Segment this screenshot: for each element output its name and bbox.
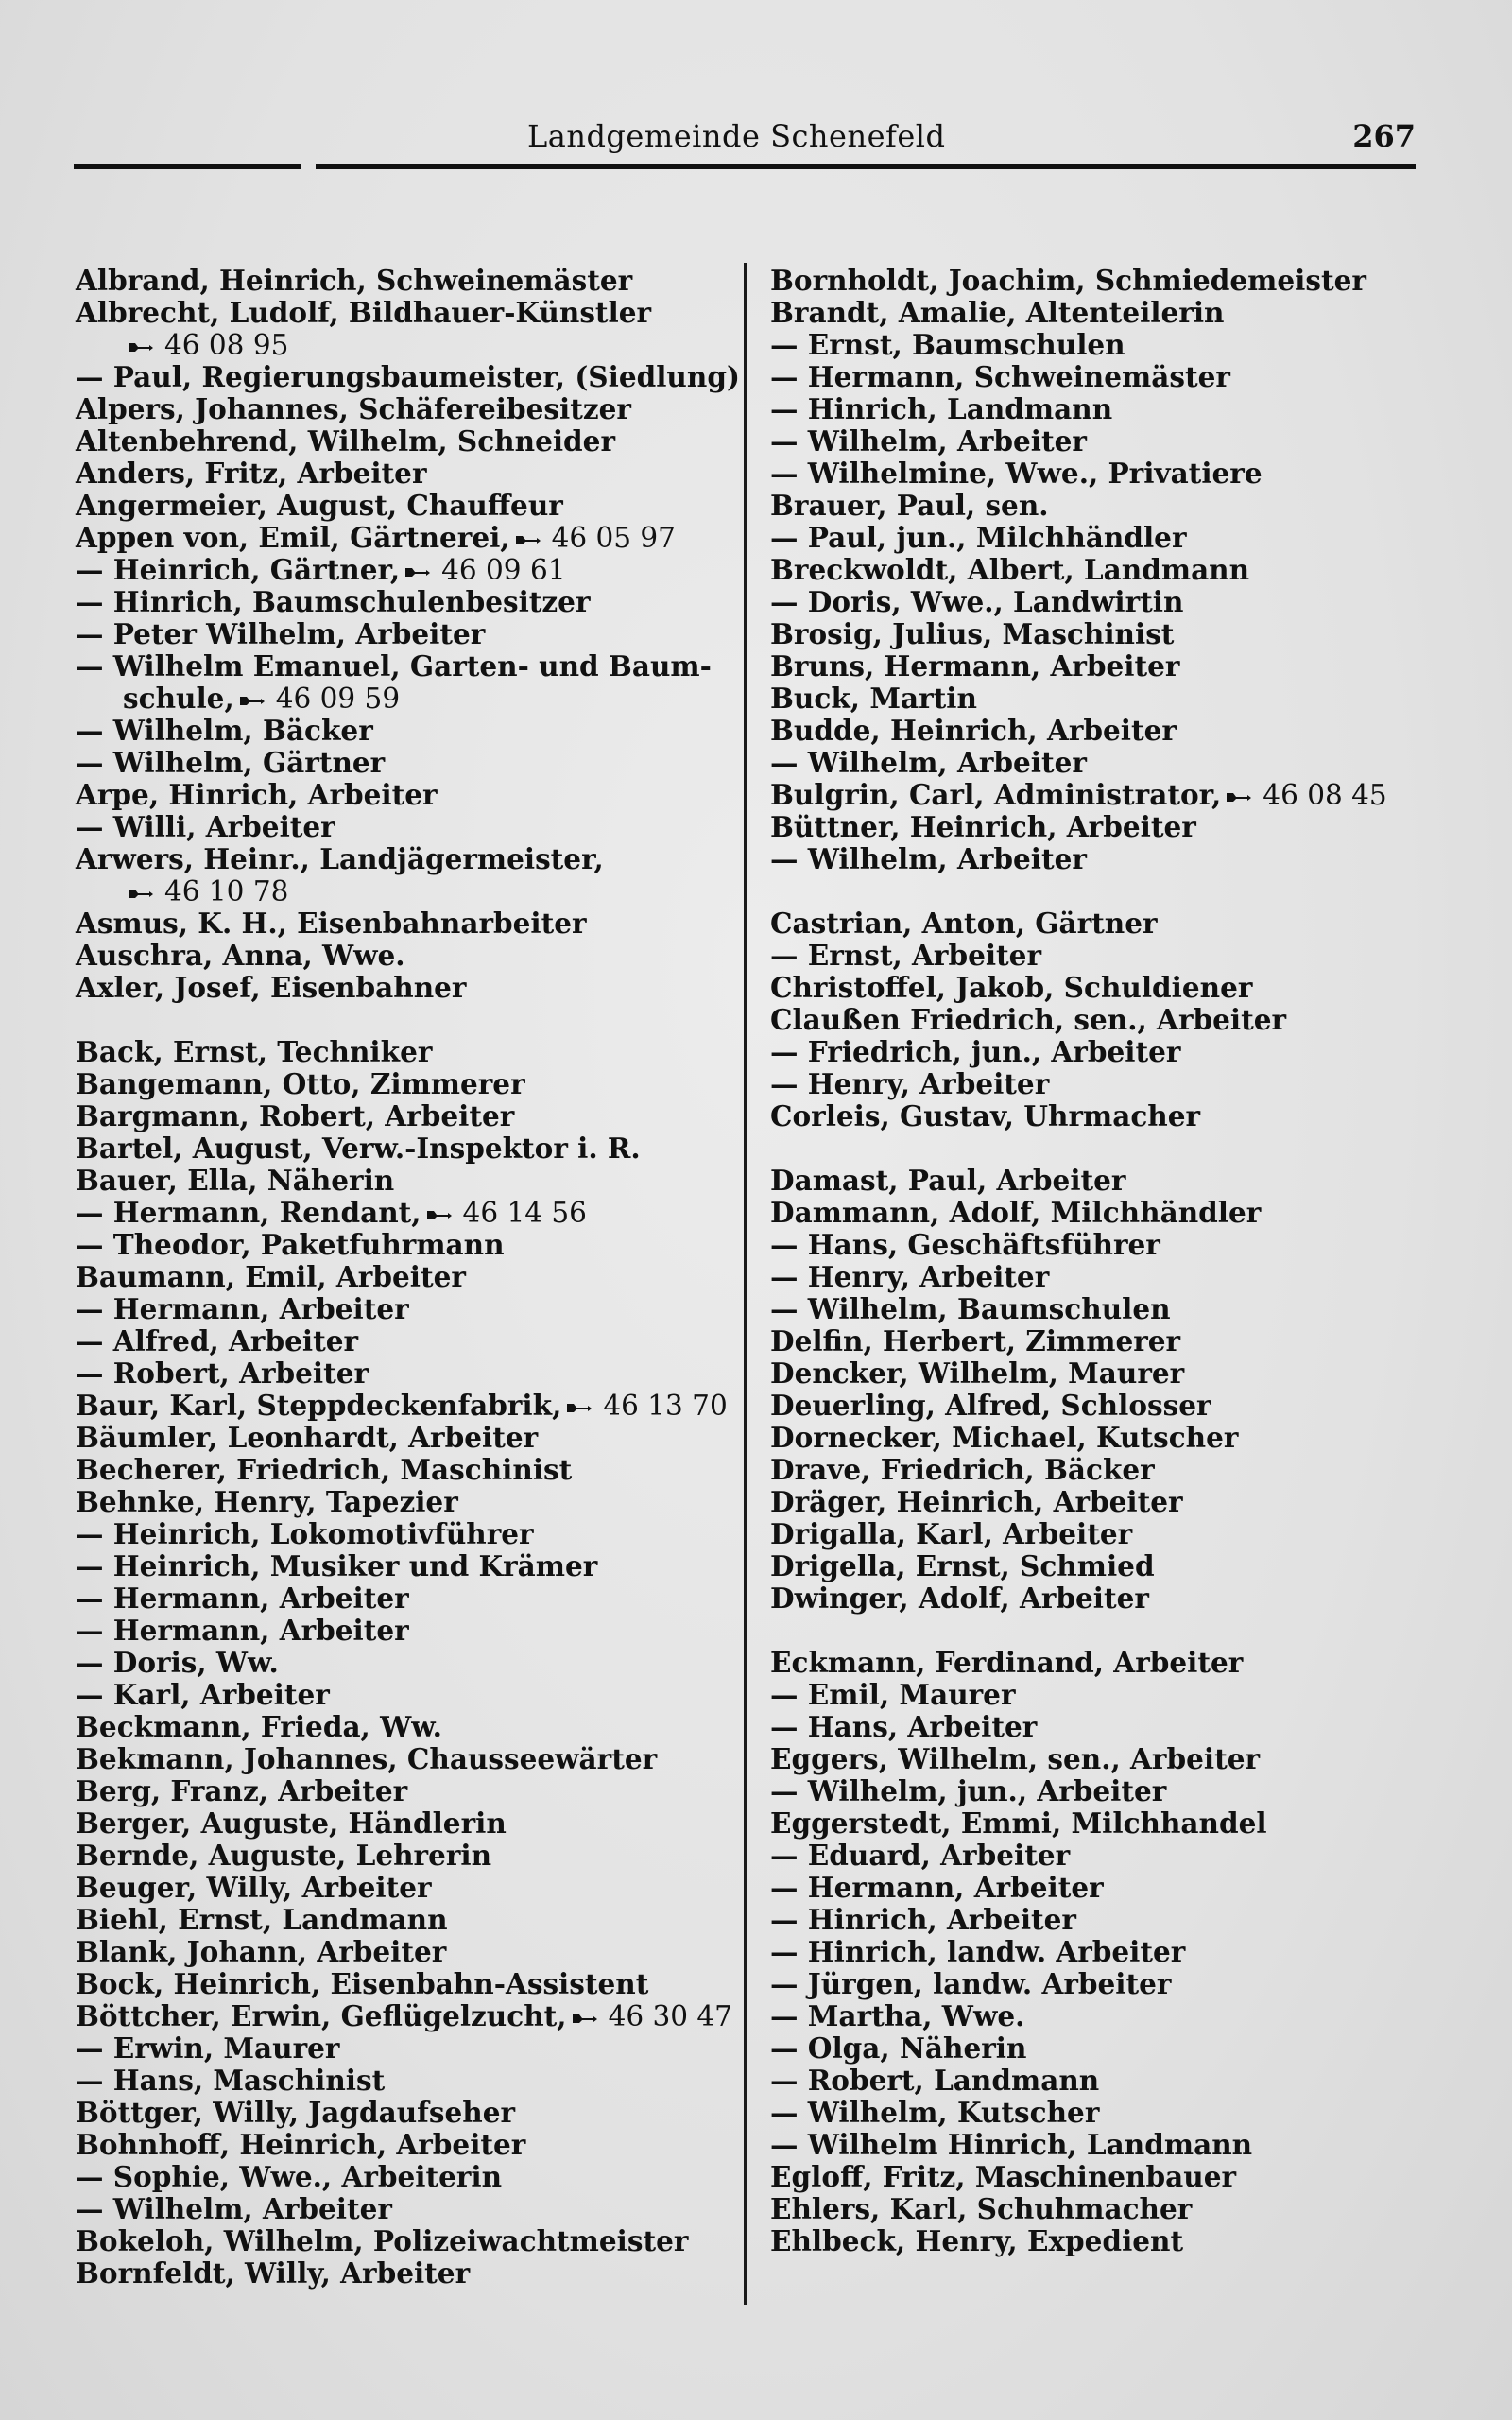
entry-text: — Hermann, Arbeiter — [770, 1871, 1104, 1904]
entry-text: Albrecht, Ludolf, Bildhauer-Künstler — [76, 296, 652, 329]
directory-entry — [76, 1357, 737, 1390]
directory-entry — [76, 1711, 737, 1743]
entry-text: Christoffel, Jakob, Schuldiener — [770, 971, 1253, 1004]
directory-entry — [76, 329, 737, 361]
directory-entry — [76, 2065, 737, 2097]
entry-text: — Wilhelm, Gärtner — [76, 746, 386, 779]
directory-entry — [76, 1068, 737, 1100]
directory-entry — [76, 875, 737, 908]
entry-text: — Sophie, Wwe., Arbeiterin — [76, 2160, 503, 2193]
entry-text: — Hermann, Arbeiter — [76, 1614, 409, 1647]
directory-entry — [770, 2097, 1469, 2129]
directory-entry — [770, 1068, 1469, 1100]
entry-text: Appen von, Emil, Gärtnerei, — [76, 521, 510, 554]
entry-text: Beckmann, Frieda, Ww. — [76, 1710, 442, 1743]
directory-entry — [770, 1293, 1469, 1325]
entry-text: Deuerling, Alfred, Schlosser — [770, 1389, 1211, 1422]
directory-entry — [76, 1518, 737, 1550]
directory-entry — [770, 1100, 1469, 1132]
entry-text: schule, — [123, 682, 234, 715]
directory-entry — [76, 1582, 737, 1615]
directory-entry — [770, 618, 1469, 650]
directory-entry — [770, 425, 1469, 458]
directory-entry — [76, 1390, 737, 1422]
entry-text: — Hermann, Schweinemäster — [770, 360, 1230, 393]
entry-text: Eggers, Wilhelm, sen., Arbeiter — [770, 1742, 1261, 1775]
directory-entry — [770, 329, 1469, 361]
entry-text: Buck, Martin — [770, 682, 977, 715]
entry-text: Eckmann, Ferdinand, Arbeiter — [770, 1646, 1244, 1679]
telephone-icon — [425, 1208, 454, 1221]
entry-text: Eggerstedt, Emmi, Milchhandel — [770, 1806, 1267, 1840]
entry-text: Delfin, Herbert, Zimmerer — [770, 1324, 1181, 1357]
entry-text: — Henry, Arbeiter — [770, 1067, 1050, 1100]
entry-text: Egloff, Fritz, Maschinenbauer — [770, 2160, 1237, 2193]
directory-entry — [76, 1100, 737, 1132]
entry-text: Bulgrin, Carl, Administrator, — [770, 778, 1222, 811]
entry-text: — Doris, Ww. — [76, 1646, 279, 1679]
directory-entry — [770, 1357, 1469, 1390]
directory-entry — [770, 522, 1469, 554]
directory-entry — [770, 683, 1469, 715]
entry-text: — Hinrich, landw. Arbeiter — [770, 1935, 1186, 1968]
directory-entry — [76, 1615, 737, 1647]
entry-text: — Alfred, Arbeiter — [76, 1324, 359, 1357]
entry-text: — Paul, jun., Milchhändler — [770, 521, 1187, 554]
directory-entry — [770, 265, 1469, 297]
directory-entry — [770, 1872, 1469, 1904]
entry-text: Damast, Paul, Arbeiter — [770, 1164, 1126, 1197]
phone-number: 46 14 56 — [462, 1197, 587, 1229]
directory-entry — [76, 393, 737, 425]
entry-text: Böttcher, Erwin, Geflügelzucht, — [76, 1999, 567, 2032]
directory-entry — [76, 1454, 737, 1486]
entry-text: — Wilhelm, Arbeiter — [76, 2192, 392, 2225]
directory-entry — [76, 458, 737, 490]
entry-text: Auschra, Anna, Wwe. — [76, 939, 405, 972]
page-title: Landgemeinde Schenefeld — [527, 118, 946, 154]
section-gap — [76, 1004, 737, 1036]
entry-text: — Ernst, Arbeiter — [770, 939, 1041, 972]
entry-text: — Willi, Arbeiter — [76, 810, 335, 843]
directory-entry — [76, 522, 737, 554]
directory-entry — [76, 1872, 737, 1904]
phone-number: 46 08 45 — [1263, 779, 1387, 811]
entry-text: Brauer, Paul, sen. — [770, 489, 1049, 522]
entry-text: Dräger, Heinrich, Arbeiter — [770, 1485, 1183, 1518]
directory-entry — [76, 425, 737, 458]
directory-entry — [770, 1325, 1469, 1357]
directory-entry — [76, 811, 737, 843]
entry-text: — Wilhelm, Arbeiter — [770, 746, 1087, 779]
entry-text: Beuger, Willy, Arbeiter — [76, 1871, 432, 1904]
entry-text: Breckwoldt, Albert, Landmann — [770, 553, 1250, 586]
directory-entry — [76, 2257, 737, 2290]
entry-text: — Hermann, Arbeiter — [76, 1582, 409, 1615]
directory-entry — [76, 1132, 737, 1165]
entry-text: — Emil, Maurer — [770, 1678, 1016, 1711]
telephone-icon — [1225, 790, 1253, 804]
entry-text: Albrand, Heinrich, Schweinemäster — [76, 264, 633, 297]
entry-text: — Wilhelm, Kutscher — [770, 2096, 1100, 2129]
right-column — [770, 265, 1469, 2257]
entry-text: Bruns, Hermann, Arbeiter — [770, 649, 1180, 683]
entry-text: Dencker, Wilhelm, Maurer — [770, 1357, 1185, 1390]
directory-entry — [76, 908, 737, 940]
entry-text: Becherer, Friedrich, Maschinist — [76, 1453, 573, 1486]
directory-entry — [76, 2193, 737, 2225]
directory-entry — [76, 1904, 737, 1936]
entry-text: Baur, Karl, Steppdeckenfabrik, — [76, 1389, 562, 1422]
directory-entry — [770, 458, 1469, 490]
directory-entry — [770, 2065, 1469, 2097]
entry-text: Bangemann, Otto, Zimmerer — [76, 1067, 525, 1100]
entry-text: — Wilhelm, Bäcker — [76, 714, 373, 747]
entry-text: Bäumler, Leonhardt, Arbeiter — [76, 1421, 539, 1454]
entry-text: Bohnhoff, Heinrich, Arbeiter — [76, 2128, 526, 2161]
directory-entry — [770, 1197, 1469, 1229]
directory-entry — [76, 683, 737, 715]
entry-text: Baumann, Emil, Arbeiter — [76, 1260, 466, 1293]
entry-text: Bokeloh, Wilhelm, Polizeiwachtmeister — [76, 2224, 689, 2257]
entry-text: — Wilhelm, Arbeiter — [770, 842, 1087, 875]
directory-entry — [770, 843, 1469, 875]
directory-entry — [770, 1518, 1469, 1550]
telephone-icon — [565, 1401, 593, 1414]
directory-entry — [76, 940, 737, 972]
directory-entry — [770, 2225, 1469, 2257]
directory-entry — [770, 490, 1469, 522]
phone-number: 46 09 59 — [275, 683, 401, 715]
entry-text: Dornecker, Michael, Kutscher — [770, 1421, 1239, 1454]
directory-entry — [770, 1807, 1469, 1840]
directory-entry — [770, 2000, 1469, 2032]
entry-text: Büttner, Heinrich, Arbeiter — [770, 810, 1196, 843]
directory-entry — [770, 1454, 1469, 1486]
directory-entry — [770, 1840, 1469, 1872]
header-rule-left — [74, 164, 301, 169]
directory-entry — [770, 1165, 1469, 1197]
entry-text: Bornfeldt, Willy, Arbeiter — [76, 2256, 471, 2290]
entry-text: Castrian, Anton, Gärtner — [770, 907, 1158, 940]
entry-text: Brandt, Amalie, Altenteilerin — [770, 296, 1225, 329]
left-column — [76, 264, 740, 2290]
directory-entry — [770, 1486, 1469, 1518]
entry-text: — Hans, Arbeiter — [770, 1710, 1038, 1743]
entry-text: — Heinrich, Gärtner, — [76, 553, 401, 586]
directory-entry — [770, 2129, 1469, 2161]
entry-text: Asmus, K. H., Eisenbahnarbeiter — [76, 907, 587, 940]
entry-text: — Theodor, Paketfuhrmann — [76, 1228, 505, 1261]
directory-entry — [770, 1390, 1469, 1422]
directory-entry — [770, 297, 1469, 329]
directory-entry — [770, 1647, 1469, 1679]
directory-entry — [770, 1775, 1469, 1807]
directory-entry — [770, 1004, 1469, 1036]
entry-text: — Robert, Arbeiter — [76, 1357, 369, 1390]
directory-entry — [770, 1582, 1469, 1615]
directory-entry — [770, 715, 1469, 747]
directory-entry — [76, 2129, 737, 2161]
entry-text: Anders, Fritz, Arbeiter — [76, 457, 427, 490]
entry-text: — Olga, Näherin — [770, 2031, 1027, 2065]
directory-entry — [770, 361, 1469, 393]
page-number: 267 — [1352, 118, 1416, 154]
column-divider — [744, 263, 747, 2305]
entry-text: Alpers, Johannes, Schäfereibesitzer — [76, 392, 631, 425]
entry-text: — Hermann, Rendant, — [76, 1196, 421, 1229]
directory-entry — [770, 1550, 1469, 1582]
directory-entry — [76, 618, 737, 650]
directory-entry — [770, 1904, 1469, 1936]
directory-entry — [770, 908, 1469, 940]
telephone-icon — [514, 533, 542, 546]
entry-text: — Heinrich, Musiker und Krämer — [76, 1549, 598, 1582]
directory-entry — [770, 811, 1469, 843]
entry-text: Drigalla, Karl, Arbeiter — [770, 1517, 1133, 1550]
directory-entry — [76, 972, 737, 1004]
entry-text: Bernde, Auguste, Lehrerin — [76, 1839, 492, 1872]
entry-text: — Paul, Regierungsbaumeister, (Siedlung) — [76, 360, 740, 393]
entry-text: — Doris, Wwe., Landwirtin — [770, 585, 1184, 618]
phone-number: 46 30 47 — [608, 2000, 732, 2032]
directory-entry — [76, 1165, 737, 1197]
directory-entry — [76, 1775, 737, 1807]
entry-text: — Hermann, Arbeiter — [76, 1292, 409, 1325]
entry-text: — Wilhelm, jun., Arbeiter — [770, 1774, 1167, 1807]
directory-entry — [770, 586, 1469, 618]
directory-entry — [76, 2032, 737, 2065]
entry-text: — Heinrich, Lokomotivführer — [76, 1517, 534, 1550]
directory-entry — [76, 747, 737, 779]
entry-text: Altenbehrend, Wilhelm, Schneider — [76, 424, 615, 458]
section-gap — [770, 1132, 1469, 1165]
phone-number: 46 08 95 — [164, 329, 289, 361]
entry-text: — Wilhelm Hinrich, Landmann — [770, 2128, 1253, 2161]
directory-entry — [770, 1968, 1469, 2000]
entry-text: Bock, Heinrich, Eisenbahn-Assistent — [76, 1967, 649, 2000]
directory-entry — [76, 297, 737, 329]
page-header — [74, 113, 1416, 170]
directory-entry — [76, 1422, 737, 1454]
entry-text: Bargmann, Robert, Arbeiter — [76, 1099, 515, 1132]
entry-text: — Hans, Geschäftsführer — [770, 1228, 1160, 1261]
directory-entry — [770, 779, 1469, 811]
entry-text: — Martha, Wwe. — [770, 1999, 1025, 2032]
directory-entry — [76, 650, 737, 683]
entry-text: Bartel, August, Verw.-Inspektor i. R. — [76, 1132, 641, 1165]
entry-text: — Hinrich, Baumschulenbesitzer — [76, 585, 591, 618]
directory-entry — [76, 1036, 737, 1068]
entry-text: Claußen Friedrich, sen., Arbeiter — [770, 1003, 1287, 1036]
entry-text: — Erwin, Maurer — [76, 2031, 340, 2065]
entry-text: Biehl, Ernst, Landmann — [76, 1903, 448, 1936]
entry-text: Behnke, Henry, Tapezier — [76, 1485, 458, 1518]
directory-entry — [770, 554, 1469, 586]
entry-text: Bornholdt, Joachim, Schmiedemeister — [770, 264, 1366, 297]
directory-entry — [770, 393, 1469, 425]
entry-text: — Wilhelm, Baumschulen — [770, 1292, 1171, 1325]
directory-entry — [770, 2193, 1469, 2225]
entry-text: — Hinrich, Arbeiter — [770, 1903, 1076, 1936]
directory-entry — [76, 1840, 737, 1872]
directory-entry — [770, 1711, 1469, 1743]
directory-entry — [76, 1743, 737, 1775]
directory-entry — [76, 1293, 737, 1325]
entry-text: Brosig, Julius, Maschinist — [770, 617, 1175, 650]
directory-entry — [76, 1325, 737, 1357]
directory-entry — [770, 972, 1469, 1004]
telephone-icon — [127, 887, 155, 900]
entry-text: Dammann, Adolf, Milchhändler — [770, 1196, 1262, 1229]
entry-text: — Hinrich, Landmann — [770, 392, 1113, 425]
directory-entry — [770, 650, 1469, 683]
directory-entry — [76, 586, 737, 618]
directory-entry — [76, 360, 740, 393]
directory-entry — [76, 1647, 737, 1679]
entry-text: Ehlers, Karl, Schuhmacher — [770, 2192, 1193, 2225]
entry-text: — Friedrich, jun., Arbeiter — [770, 1035, 1181, 1068]
entry-text: — Wilhelm Emanuel, Garten- und Baum- — [76, 649, 712, 683]
entry-text: Berg, Franz, Arbeiter — [76, 1774, 408, 1807]
directory-entry — [76, 2161, 737, 2193]
directory-entry — [76, 2000, 737, 2032]
entry-text: Axler, Josef, Eisenbahner — [76, 971, 467, 1004]
entry-text: — Eduard, Arbeiter — [770, 1839, 1071, 1872]
phone-number: 46 05 97 — [551, 522, 676, 554]
directory-entry — [770, 2161, 1469, 2193]
directory-entry — [76, 1807, 737, 1840]
phone-number: 46 10 78 — [164, 875, 289, 908]
directory-entry — [770, 1422, 1469, 1454]
entry-text: Arpe, Hinrich, Arbeiter — [76, 778, 438, 811]
entry-text: Dwinger, Adolf, Arbeiter — [770, 1582, 1149, 1615]
telephone-icon — [404, 565, 432, 579]
entry-text: — Ernst, Baumschulen — [770, 328, 1125, 361]
entry-text: Back, Ernst, Techniker — [76, 1035, 433, 1068]
directory-entry — [770, 1229, 1469, 1261]
directory-entry — [770, 1036, 1469, 1068]
directory-entry — [76, 490, 737, 522]
entry-text: — Jürgen, landw. Arbeiter — [770, 1967, 1172, 2000]
entry-text: — Karl, Arbeiter — [76, 1678, 330, 1711]
directory-entry — [76, 1968, 737, 2000]
directory-entry — [76, 1261, 737, 1293]
directory-entry — [76, 1550, 737, 1582]
directory-entry — [770, 1743, 1469, 1775]
directory-entry — [76, 1229, 737, 1261]
telephone-icon — [571, 2012, 599, 2025]
directory-entry — [76, 779, 737, 811]
directory-entry — [770, 2032, 1469, 2065]
telephone-icon — [127, 340, 155, 354]
telephone-icon — [238, 694, 266, 707]
entry-text: — Robert, Landmann — [770, 2064, 1100, 2097]
phone-number: 46 13 70 — [603, 1390, 728, 1422]
directory-entry — [76, 265, 737, 297]
entry-text: — Hans, Maschinist — [76, 2064, 386, 2097]
entry-text: — Peter Wilhelm, Arbeiter — [76, 617, 486, 650]
entry-text: — Henry, Arbeiter — [770, 1260, 1050, 1293]
section-gap — [770, 875, 1469, 908]
entry-text: — Wilhelmine, Wwe., Privatiere — [770, 457, 1263, 490]
entry-text: Böttger, Willy, Jagdaufseher — [76, 2096, 515, 2129]
directory-entry — [770, 940, 1469, 972]
section-gap — [770, 1615, 1469, 1647]
directory-entry — [76, 2225, 737, 2257]
directory-entry — [76, 1197, 737, 1229]
directory-entry — [76, 554, 737, 586]
directory-entry — [770, 1261, 1469, 1293]
directory-entry — [76, 715, 737, 747]
entry-text: Budde, Heinrich, Arbeiter — [770, 714, 1177, 747]
directory-entry — [76, 2097, 737, 2129]
phone-number: 46 09 61 — [441, 554, 566, 586]
directory-entry — [770, 1679, 1469, 1711]
entry-text: Bauer, Ella, Näherin — [76, 1164, 395, 1197]
directory-entry — [770, 747, 1469, 779]
entry-text: — Wilhelm, Arbeiter — [770, 424, 1087, 458]
entry-text: Corleis, Gustav, Uhrmacher — [770, 1099, 1201, 1132]
entry-text: Berger, Auguste, Händlerin — [76, 1806, 507, 1840]
directory-entry — [76, 1936, 737, 1968]
entry-text: Arwers, Heinr., Landjägermeister, — [76, 842, 604, 875]
entry-text: Drave, Friedrich, Bäcker — [770, 1453, 1155, 1486]
entry-text: Ehlbeck, Henry, Expedient — [770, 2224, 1184, 2257]
entry-text: Bekmann, Johannes, Chausseewärter — [76, 1742, 658, 1775]
entry-text: Angermeier, August, Chauffeur — [76, 489, 563, 522]
directory-entry — [76, 843, 737, 875]
entry-text: Blank, Johann, Arbeiter — [76, 1935, 447, 1968]
entry-text: Drigella, Ernst, Schmied — [770, 1549, 1155, 1582]
header-rule-right — [316, 164, 1416, 169]
directory-entry — [76, 1486, 737, 1518]
directory-entry — [770, 1936, 1469, 1968]
directory-entry — [76, 1679, 737, 1711]
